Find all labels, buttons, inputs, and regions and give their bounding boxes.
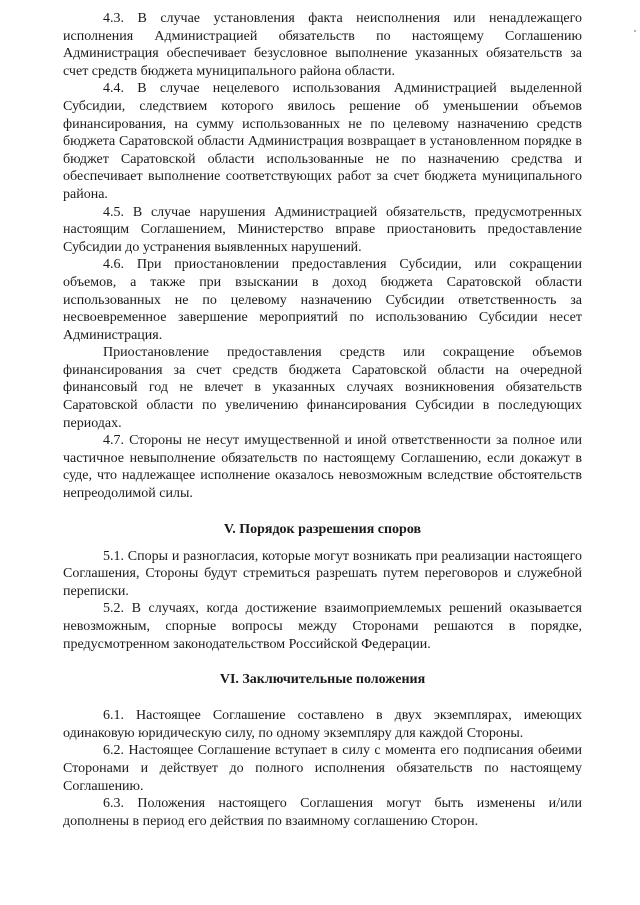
clause-4-4: 4.4. В случае нецелевого использования Администрацией выделенной Субсидии, следствием которого явилось решение об уменьшении объемов финансирования, на сумму использованных не по целевому назначению средств бюджета Саратовской области Администрация возвращает в установленном порядке в бюджет Саратовской области использованные не по назначению средства и обеспечивает выполнение соответствующих работ за счет бюджета муниципального района.: [63, 81, 582, 202]
clause-4-5: 4.5. В случае нарушения Администрацией обязательств, предусмотренных настоящим Соглашением, Министерство вправе приостановить предоставление Субсидии до устранения выявленных нарушений.: [63, 204, 582, 255]
clause-6-2: 6.2. Настоящее Соглашение вступает в силу с момента его подписания обеими Сторонами и действует до полного исполнения обязательств по настоящему Соглашению.: [63, 743, 582, 794]
clause-5-2: 5.2. В случаях, когда достижение взаимоприемлемых решений оказывается невозможным, спорные вопросы между Сторонами решаются в порядке, предусмотренном законодательством Российской Федерации.: [63, 601, 582, 652]
clause-6-3: 6.3. Положения настоящего Соглашения могут быть изменены и/или дополнены в период его действия по взаимному соглашению Сторон.: [63, 796, 582, 829]
clause-5-1: 5.1. Споры и разногласия, которые могут возникать при реализации настоящего Соглашения, Стороны будут стремиться разрешать путем переговоров и служебной переписки.: [63, 548, 582, 599]
clause-6-1: 6.1. Настоящее Соглашение составлено в двух экземплярах, имеющих одинаковую юридическую силу, по одному экземпляру для каждой Стороны.: [63, 708, 582, 741]
scan-speck: [634, 30, 636, 32]
clause-4-6: 4.6. При приостановлении предоставления Субсидии, или сокращении объемов, а также при взыскании в доход бюджета Саратовской области использованных не по целевому назначению Субсидии ответственность за несвоевременное завершение мероприятий по использованию Субсидии несет Администрация.: [63, 257, 582, 343]
clause-4-6-continuation: Приостановление предоставления средств или сокращение объемов финансирования за счет средств бюджета Саратовской области на очередной финансовый год не влечет в указанных случаях возникновения обязательств Саратовской области по увеличению финансирования Субсидии в последующих периодах.: [63, 345, 582, 431]
clause-4-3: 4.3. В случае установления факта неисполнения или ненадлежащего исполнения Администрацией обязательств по настоящему Соглашению Администрация обеспечивает безусловное выполнение указанных обязательств за счет средств бюджета муниципального района области.: [63, 11, 582, 79]
clause-4-7: 4.7. Стороны не несут имущественной и иной ответственности за полное или частичное невыполнение обязательств по настоящему Соглашению, если докажут в суде, что надлежащее исполнение оказалось невозможным вследствие обстоятельств непреодолимой силы.: [63, 433, 582, 502]
section-6-heading: VI. Заключительные положения: [219, 672, 426, 688]
section-5-heading: V. Порядок разрешения споров: [223, 521, 422, 537]
